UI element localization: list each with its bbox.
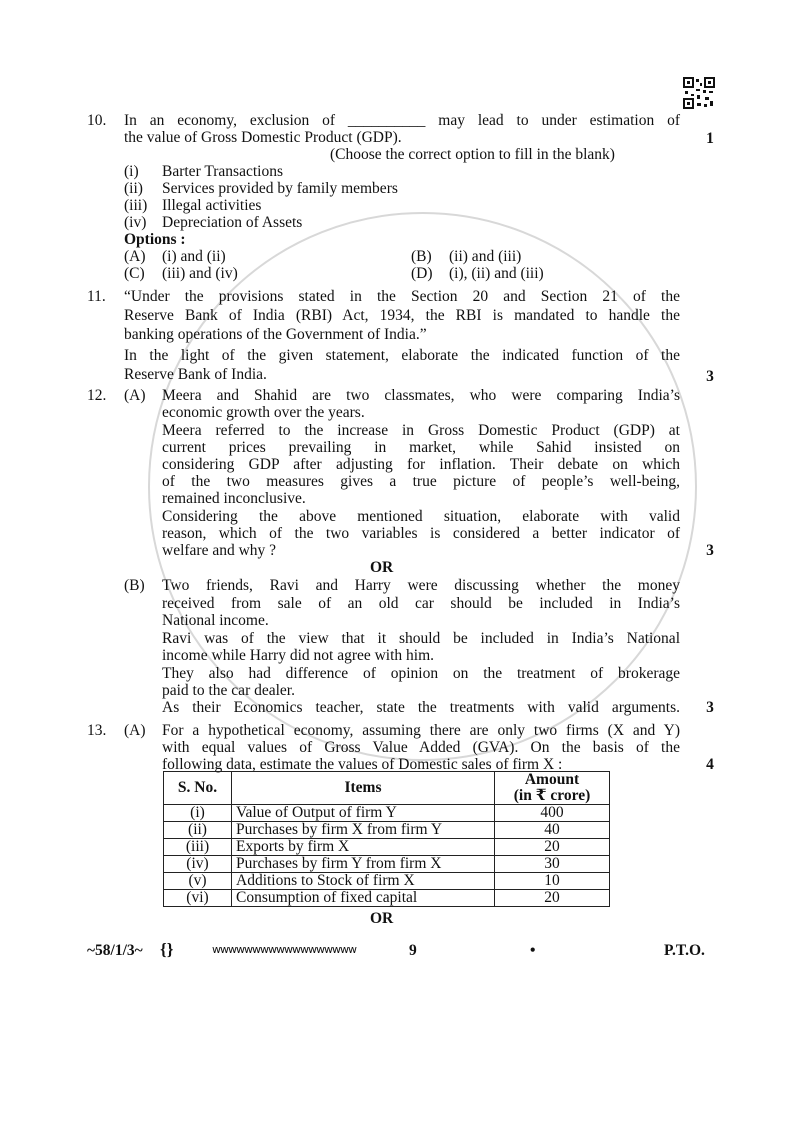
table-header-sno: S. No. — [164, 772, 232, 805]
q10-instruction: (Choose the correct option to fill in the blank) — [330, 146, 615, 163]
q12-a-line: current prices prevailing in market, while Sahid insisted on — [162, 439, 680, 456]
q12-number: 12. — [87, 387, 107, 404]
table-header-items: Items — [232, 772, 495, 805]
table-row — [164, 890, 610, 907]
q12-a-line: remained inconclusive. — [162, 490, 306, 507]
table-cell-item: Purchases by firm X from firm Y — [232, 822, 495, 839]
q10-option-label: (D) — [411, 265, 433, 282]
q13-a-label: (A) — [124, 722, 146, 739]
q11-line: Reserve Bank of India (RBI) Act, 1934, the RBI is mandated to handle the — [124, 307, 680, 324]
gva-data-table — [163, 771, 610, 907]
q11-number: 11. — [87, 288, 106, 305]
table-cell-item: Consumption of fixed capital — [232, 890, 495, 907]
table-cell-amount: 400 — [495, 805, 610, 822]
table-row — [164, 839, 610, 856]
q12-b-line: As their Economics teacher, state the treatments with valid arguments. — [162, 699, 680, 716]
table-header-amount-line2: (in ₹ crore) — [513, 787, 591, 804]
q12-b-line: They also had difference of opinion on the treatment of brokerage — [162, 665, 680, 682]
footer-squiggle: wwwwwwwwwwwwwwwwww — [212, 943, 356, 956]
q11-line: Reserve Bank of India. — [124, 366, 267, 383]
q10-item-label: (iii) — [124, 197, 148, 214]
q10-option-text: (i) and (ii) — [162, 248, 226, 265]
q12-a-line: welfare and why ? — [162, 542, 277, 559]
q12-a-label: (A) — [124, 387, 146, 404]
q13-marks: 4 — [706, 756, 714, 773]
table-cell-sno: (iv) — [164, 856, 232, 873]
q11-marks: 3 — [706, 368, 714, 385]
q13-a-line: For a hypothetical economy, assuming there are only two firms (X and Y) — [162, 722, 680, 739]
q12-b-line: income while Harry did not agree with him. — [162, 647, 435, 664]
q10-item-label: (iv) — [124, 214, 147, 231]
footer-paper-code: ~58/1/3~ — [87, 942, 143, 959]
table-header-amount-line1: Amount — [524, 771, 580, 788]
q10-item-text: Services provided by family members — [162, 180, 398, 197]
q13-a-line: with equal values of Gross Value Added (GVA). On the basis of the — [162, 739, 680, 756]
q11-line: In the light of the given statement, elaborate the indicated function of the — [124, 347, 680, 364]
table-header-row — [164, 772, 610, 805]
q12-a-line: economic growth over the years. — [162, 404, 365, 421]
table-cell-item: Exports by firm X — [232, 839, 495, 856]
q13-or: OR — [370, 910, 394, 927]
q12-b-line: paid to the car dealer. — [162, 682, 295, 699]
table-cell-sno: (ii) — [164, 822, 232, 839]
q11-line: “Under the provisions stated in the Section 20 and Section 21 of the — [124, 288, 680, 305]
q13-number: 13. — [87, 722, 107, 739]
q10-item-label: (i) — [124, 163, 139, 180]
q12-b-label: (B) — [124, 577, 145, 594]
table-cell-item: Value of Output of firm Y — [232, 805, 495, 822]
table-cell-amount: 10 — [495, 873, 610, 890]
table-cell-item: Additions to Stock of firm X — [232, 873, 495, 890]
q12-a-line: Meera and Shahid are two classmates, who were comparing India’s — [162, 387, 680, 404]
table-cell-amount: 40 — [495, 822, 610, 839]
q10-item-text: Illegal activities — [162, 197, 262, 214]
q10-item-label: (ii) — [124, 180, 143, 197]
q10-option-label: (C) — [124, 265, 145, 282]
q10-marks: 1 — [706, 130, 714, 147]
q10-option-label: (B) — [411, 248, 432, 265]
table-row — [164, 805, 610, 822]
q12-b-line: Ravi was of the view that it should be included in India’s National — [162, 630, 680, 647]
q12-b-marks: 3 — [706, 699, 714, 716]
q12-a-line: Meera referred to the increase in Gross Domestic Product (GDP) at — [162, 422, 680, 439]
q12-or: OR — [370, 559, 394, 576]
table-row — [164, 873, 610, 890]
table-cell-amount: 20 — [495, 839, 610, 856]
table-cell-sno: (i) — [164, 805, 232, 822]
table-cell-item: Purchases by firm Y from firm X — [232, 856, 495, 873]
footer-pto: P.T.O. — [664, 942, 705, 959]
table-header-amount — [495, 772, 610, 805]
q10-line2: the value of Gross Domestic Product (GDP). — [124, 129, 402, 146]
q10-options-heading: Options : — [124, 231, 186, 248]
q10-option-text: (ii) and (iii) — [449, 248, 522, 265]
table-cell-sno: (vi) — [164, 890, 232, 907]
q10-option-text: (i), (ii) and (iii) — [449, 265, 544, 282]
q10-number: 10. — [87, 112, 107, 129]
q12-b-line: received from sale of an old car should be included in India’s — [162, 595, 680, 612]
footer-braces: {} — [160, 940, 174, 959]
q12-a-line: considering GDP after adjusting for inflation. Their debate on which — [162, 456, 680, 473]
table-cell-sno: (v) — [164, 873, 232, 890]
q10-item-text: Barter Transactions — [162, 163, 283, 180]
q12-a-line: Considering the above mentioned situation, elaborate with valid — [162, 508, 680, 525]
qr-code-icon — [683, 77, 715, 109]
footer-page-number: 9 — [409, 942, 417, 959]
q10-line1: In an economy, exclusion of __________ may lead to under estimation of — [124, 112, 680, 129]
footer-bullet: • — [530, 942, 536, 959]
table-row — [164, 822, 610, 839]
table-cell-amount: 20 — [495, 890, 610, 907]
q12-a-line: reason, which of the two variables is considered a better indicator of — [162, 525, 680, 542]
q11-line: banking operations of the Government of India.” — [124, 326, 427, 343]
table-cell-sno: (iii) — [164, 839, 232, 856]
q12-a-line: of the two measures gives a true picture of people’s well-being, — [162, 473, 680, 490]
table-row — [164, 856, 610, 873]
q10-item-text: Depreciation of Assets — [162, 214, 303, 231]
q12-b-line: National income. — [162, 612, 269, 629]
table-cell-amount: 30 — [495, 856, 610, 873]
q12-a-marks: 3 — [706, 542, 714, 559]
q10-option-label: (A) — [124, 248, 146, 265]
q13-a-line: following data, estimate the values of Domestic sales of firm X : — [162, 756, 563, 773]
q10-option-text: (iii) and (iv) — [162, 265, 238, 282]
q12-b-line: Two friends, Ravi and Harry were discussing whether the money — [162, 577, 680, 594]
